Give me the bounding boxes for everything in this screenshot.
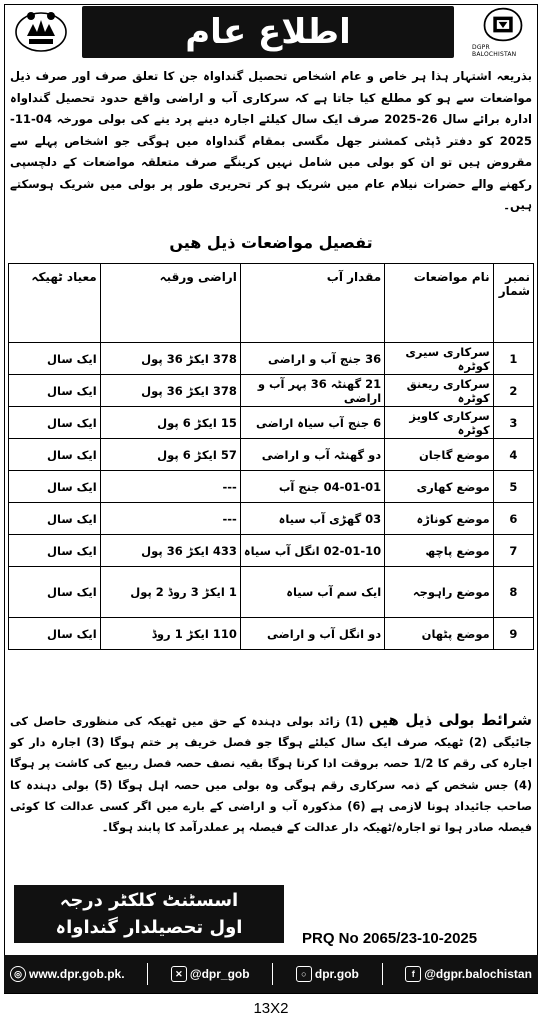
table-row: [9, 503, 534, 535]
footer-facebook[interactable]: [405, 966, 532, 982]
cell-water: 6 جنج آب سیاہ اراضی: [240, 407, 384, 439]
cell-land: ---: [100, 471, 240, 503]
cell-serial: 9: [493, 618, 533, 650]
cell-name: موضع پٹھان: [385, 618, 494, 650]
cell-serial: 7: [493, 535, 533, 567]
footer-instagram[interactable]: [296, 966, 359, 982]
instagram-handle[interactable]: dpr.gob: [314, 967, 359, 981]
twitter-handle[interactable]: @dpr_gob: [189, 967, 250, 981]
table-row: [9, 535, 534, 567]
cell-term: ایک سال: [9, 471, 101, 503]
cell-land: ---: [100, 503, 240, 535]
website-link[interactable]: www.dpr.gob.pk.: [29, 967, 125, 981]
cell-serial: 4: [493, 439, 533, 471]
dgpr-logo-caption: DGPR BALOCHISTAN: [472, 44, 517, 58]
cell-name: سرکاری ریعنق کوٹرہ: [385, 375, 494, 407]
cell-name: موضع کھاری: [385, 471, 494, 503]
footer-divider: [272, 963, 273, 985]
footer-divider: [382, 963, 383, 985]
cell-term: ایک سال: [9, 618, 101, 650]
facebook-icon: f: [405, 966, 421, 982]
table-row: [9, 343, 534, 375]
cell-serial: 3: [493, 407, 533, 439]
cell-land: 433 ایکڑ 36 پول: [100, 535, 240, 567]
signature-line-2: اول تحصیلدار گنداواہ: [55, 917, 243, 938]
cell-land: 110 ایکڑ 1 روڈ: [100, 618, 240, 650]
header-water: مقدار آب: [240, 264, 384, 343]
cell-serial: 2: [493, 375, 533, 407]
terms-paragraph: [10, 710, 532, 838]
header-term: معیاد ٹھیکہ: [9, 264, 101, 343]
footer-website[interactable]: [10, 966, 125, 982]
cell-name: موضع راہوجہ: [385, 567, 494, 618]
dgpr-logo: [472, 6, 534, 58]
cell-term: ایک سال: [9, 503, 101, 535]
cell-term: ایک سال: [9, 343, 101, 375]
cell-land: 15 ایکڑ 6 پول: [100, 407, 240, 439]
cell-water: دو انگل آب و اراضی: [240, 618, 384, 650]
twitter-icon: ✕: [171, 966, 187, 982]
details-heading: تفصیل مواضعات ذیل ھیں: [169, 233, 373, 252]
cell-serial: 5: [493, 471, 533, 503]
signature-block: [14, 885, 284, 943]
table-row: [9, 439, 534, 471]
cell-name: موضع گاجان: [385, 439, 494, 471]
government-emblem: [10, 6, 72, 58]
footer-bar: [4, 955, 538, 993]
terms-body: (1) زائد بولی دہندہ کے حق میں ٹھیکہ کی منظوری حاصل کی جائیگی (2) ٹھیکہ صرف ایک سال کیلئے ہوگا جو فصل خریف پر ختم ہوگا (3) اجارہ دار کو اجارہ کی رقم کا 1/2 حصہ بروقت ادا کرنا ہوگا بقیہ نصف حصہ فصل ربیع کی کاشت پر ہوگا (4) جس شخص کے ذمہ سرکاری رقم ہوگی وہ بولی میں حصہ اہل ہوگا (5) بولی دہندہ کا صاحب جائیداد ہونا لازمی ہے (6) مذکورہ آب و اراضی کے بارے میں اگر کسی عدالت کا کوئی فیصلہ صادر ہوا تو اجارہ/ٹھیکہ دار عدالت کے فیصلہ پر عملدرآمد کا پابند ہوگا۔: [10, 715, 533, 835]
header-land: اراضی ورقبہ: [100, 264, 240, 343]
table-row: [9, 618, 534, 650]
cell-water: 21 گھنٹہ 36 پہر آب و اراضی: [240, 375, 384, 407]
cell-land: 378 ایکڑ 36 پول: [100, 343, 240, 375]
footer-twitter[interactable]: [171, 966, 250, 982]
cell-water: 04-01-01 جنج آب: [240, 471, 384, 503]
mauza-table: [8, 263, 534, 650]
footer-divider: [147, 963, 148, 985]
header-name: نام مواضعات: [385, 264, 494, 343]
prq-number: PRQ No 2065/23-10-2025: [302, 930, 478, 947]
table-row: [9, 567, 534, 618]
table-row: [9, 375, 534, 407]
cell-land: 57 ایکڑ 6 پول: [100, 439, 240, 471]
cell-serial: 6: [493, 503, 533, 535]
cell-water: 02-01-10 انگل آب سیاہ: [240, 535, 384, 567]
cell-term: ایک سال: [9, 439, 101, 471]
cell-water: ایک سم آب سیاہ: [240, 567, 384, 618]
terms-heading: شرائط بولی ذیل ھیں: [368, 711, 532, 729]
ad-size-label: 13X2: [253, 1000, 289, 1017]
globe-icon: ◎: [10, 966, 26, 982]
cell-water: 36 جنج آب و اراضی: [240, 343, 384, 375]
cell-serial: 8: [493, 567, 533, 618]
table-header-row: [9, 264, 534, 343]
cell-term: ایک سال: [9, 407, 101, 439]
facebook-handle[interactable]: @dgpr.balochistan: [424, 967, 532, 981]
notice-title: اطلاع عام: [82, 6, 454, 58]
table-row: [9, 407, 534, 439]
intro-paragraph: بذریعہ اشتہار ہذا ہر خاص و عام اشخاص تحصیل گنداواہ جن کا تعلق صرف اور صرف ذیل مواضعات سے ہو کو مطلع کیا جاتا ہے کہ سرکاری آب و اراضی واقع حدود تحصیل گنداواہ ادارہ برائے سال 26-2025 صرف ایک سال کیلئے اجارہ دینے پرد ینے کی بولی مورخہ 04-11-2025 کو دفتر ڈپٹی کمشنر جھل مگسی بمقام گنداواہ میں ہوگی جو اشخاص پہلے سے مقروض ہیں تو ان کو بولی میں شامل نہیں کرینگے صرف متعلقہ مواضعات کے دلچسپی رکھنے والے حضرات نیلام عام میں شریک ہو کر تحریری طور پر بولی میں شریک ہوسکتے ہیں۔: [10, 69, 532, 212]
cell-term: ایک سال: [9, 567, 101, 618]
cell-serial: 1: [493, 343, 533, 375]
cell-term: ایک سال: [9, 535, 101, 567]
instagram-icon: ○: [296, 966, 312, 982]
cell-term: ایک سال: [9, 375, 101, 407]
header-serial: نمبر شمار: [493, 264, 533, 343]
signature-line-1: اسسٹنٹ کلکٹر درجہ: [59, 890, 239, 911]
cell-name: سرکاری کاویز کوٹرہ: [385, 407, 494, 439]
table-row: [9, 471, 534, 503]
cell-name: موضع کوناڑہ: [385, 503, 494, 535]
cell-land: 378 ایکڑ 36 پول: [100, 375, 240, 407]
cell-land: 1 ایکڑ 3 روڈ 2 پول: [100, 567, 240, 618]
cell-water: 03 گھڑی آب سیاہ: [240, 503, 384, 535]
cell-water: دو گھنٹہ آب و اراضی: [240, 439, 384, 471]
cell-name: موضع پاچھ: [385, 535, 494, 567]
cell-name: سرکاری سیری کوٹرہ: [385, 343, 494, 375]
